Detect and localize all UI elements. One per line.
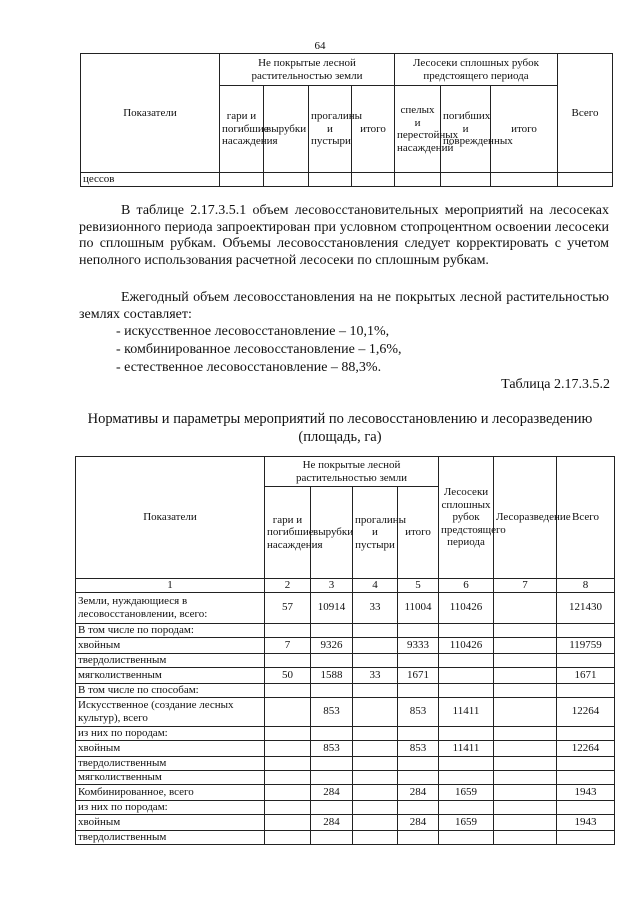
row-label: твердолиственным (76, 756, 265, 770)
cell-value (353, 756, 398, 770)
cell-value: 9333 (398, 637, 439, 653)
cell-value: 284 (398, 814, 439, 830)
cell-value (265, 697, 311, 726)
cell-value (439, 756, 494, 770)
cell-value (265, 623, 311, 637)
row-label: из них по породам: (76, 726, 265, 740)
paragraph-1: В таблице 2.17.3.5.1 объем лесовосстановительных мероприятий на лесосеках ревизионного периода запроектирован при условном стопроцентном освоении лесосеки по сплошным рубкам. Объемы лесовосстановления следует корректировать с учетом неполного использования расчетной лесосеки по сплошным рубкам. (79, 203, 609, 268)
cell-value (311, 653, 353, 667)
t1-header-not-covered: Не покрытые лесной растительностью земли (220, 54, 395, 86)
cell-value: 1671 (557, 667, 615, 683)
cell-value: 7 (265, 637, 311, 653)
t1-subheader: итого (352, 86, 395, 173)
list-item: - комбинированное лесовосстановление – 1,6%, (116, 342, 402, 357)
t2-subheader: гари и погибшие насаждения (265, 487, 311, 579)
cell-value (265, 784, 311, 800)
cell-value (557, 623, 615, 637)
table-caption: Таблица 2.17.3.5.2 (501, 377, 610, 392)
cell-value: 121430 (557, 592, 615, 623)
cell-value: 853 (311, 697, 353, 726)
col-number: 5 (398, 579, 439, 593)
cell-value: 12264 (557, 697, 615, 726)
row-label: хвойным (76, 740, 265, 756)
cell-value (439, 623, 494, 637)
table-row (76, 726, 615, 740)
cell-value: 1943 (557, 784, 615, 800)
row-label: Искусственное (создание лесных культур), всего (76, 697, 265, 726)
t2-column-numbers (76, 579, 615, 593)
t1-row-label: цессов (81, 173, 220, 187)
cell-value (265, 653, 311, 667)
cell-value: 10914 (311, 592, 353, 623)
cell-value: 284 (398, 784, 439, 800)
cell-value (557, 830, 615, 844)
cell-value (265, 800, 311, 814)
row-label: твердолиственным (76, 830, 265, 844)
cell-value: 50 (265, 667, 311, 683)
cell-value (311, 683, 353, 697)
cell-value (353, 784, 398, 800)
cell-value (439, 726, 494, 740)
cell-value (353, 830, 398, 844)
cell-value (494, 740, 557, 756)
row-label: Комбинированное, всего (76, 784, 265, 800)
col-number: 6 (439, 579, 494, 593)
col-number: 3 (311, 579, 353, 593)
row-label: В том числе по породам: (76, 623, 265, 637)
table-row (76, 740, 615, 756)
cell-value: 853 (398, 697, 439, 726)
list-item: - искусственное лесовосстановление – 10,1%, (116, 324, 390, 339)
cell-value: 1659 (439, 784, 494, 800)
cell-value: 110426 (439, 592, 494, 623)
cell-value: 57 (265, 592, 311, 623)
cell-value (557, 726, 615, 740)
t2-header-not-covered: Не покрытые лесной растительностью земли (265, 457, 439, 487)
col-number: 4 (353, 579, 398, 593)
cell-value (494, 784, 557, 800)
cell-value (311, 800, 353, 814)
cell-value: 11411 (439, 697, 494, 726)
table-row (76, 814, 615, 830)
cell-value (494, 592, 557, 623)
cell-value (557, 756, 615, 770)
table-row (76, 637, 615, 653)
cell-value (439, 770, 494, 784)
cell-value: 11411 (439, 740, 494, 756)
cell-value (398, 683, 439, 697)
cell-value (265, 830, 311, 844)
cell-value: 284 (311, 814, 353, 830)
t1-header-felling: Лесосеки сплошных рубок предстоящего периода (395, 54, 558, 86)
cell-value: 9326 (311, 637, 353, 653)
table-row (76, 623, 615, 637)
cell-value (557, 770, 615, 784)
cell-value (265, 770, 311, 784)
cell-value (353, 800, 398, 814)
t1-subheader: вырубки (264, 86, 309, 173)
cell-value (398, 800, 439, 814)
cell-value: 1943 (557, 814, 615, 830)
cell-value (439, 830, 494, 844)
cell-value (353, 740, 398, 756)
row-label: Земли, нуждающиеся в лесовосстановлении, всего: (76, 592, 265, 623)
cell-value (494, 770, 557, 784)
t2-header-felling: Лесосеки сплошных рубок предстоящего периода (439, 457, 494, 579)
cell-value (311, 756, 353, 770)
row-label: твердолиственным (76, 653, 265, 667)
regeneration-table (75, 456, 615, 845)
cell-value (353, 637, 398, 653)
cell-value: 119759 (557, 637, 615, 653)
table-row (76, 592, 615, 623)
cell-value (353, 770, 398, 784)
cell-value (398, 726, 439, 740)
col-number: 7 (494, 579, 557, 593)
cell-value (494, 667, 557, 683)
cell-value: 11004 (398, 592, 439, 623)
cell-value (494, 697, 557, 726)
t2-header-afforestation: Лесоразведение (494, 457, 557, 579)
t2-header-indicators: Показатели (76, 457, 265, 579)
table-title: Нормативы и параметры мероприятий по лесовосстановлению и лесоразведению (87, 411, 593, 427)
t2-subheader: итого (398, 487, 439, 579)
row-label: мягколиственным (76, 770, 265, 784)
table-continuation (80, 53, 613, 187)
row-label: хвойным (76, 637, 265, 653)
cell-value (353, 623, 398, 637)
t1-header-indicators: Показатели (81, 54, 220, 173)
cell-value (494, 623, 557, 637)
cell-value (557, 683, 615, 697)
cell-value: 1659 (439, 814, 494, 830)
col-number: 1 (76, 579, 265, 593)
cell-value (398, 770, 439, 784)
page-number: 64 (314, 40, 326, 52)
t1-subheader: гари и погибшие насаждения (220, 86, 264, 173)
cell-value (439, 667, 494, 683)
cell-value (353, 653, 398, 667)
cell-value (353, 683, 398, 697)
table-row (76, 784, 615, 800)
cell-value: 33 (353, 592, 398, 623)
cell-value (311, 770, 353, 784)
table-row (76, 770, 615, 784)
cell-value (439, 653, 494, 667)
cell-value (265, 740, 311, 756)
table-row (76, 667, 615, 683)
table-row (76, 653, 615, 667)
cell-value (398, 623, 439, 637)
t2-header-total: Всего (557, 457, 615, 579)
t1-subheader: погибших и поврежденных (441, 86, 491, 173)
cell-value (311, 726, 353, 740)
table-row (76, 830, 615, 844)
cell-value (398, 653, 439, 667)
cell-value (265, 814, 311, 830)
t1-subheader: итого (491, 86, 558, 173)
cell-value (557, 800, 615, 814)
cell-value (353, 726, 398, 740)
t1-header-total: Всего (558, 54, 613, 173)
cell-value (439, 800, 494, 814)
cell-value (494, 653, 557, 667)
col-number: 8 (557, 579, 615, 593)
cell-value (494, 800, 557, 814)
paragraph-2: Ежегодный объем лесовосстановления на не покрытых лесной растительностью землях составляет: (79, 290, 609, 322)
cell-value (311, 623, 353, 637)
cell-value (398, 830, 439, 844)
cell-value (265, 726, 311, 740)
cell-value: 12264 (557, 740, 615, 756)
cell-value (311, 830, 353, 844)
row-label: мягколиственным (76, 667, 265, 683)
cell-value (265, 756, 311, 770)
cell-value: 284 (311, 784, 353, 800)
row-label: В том числе по способам: (76, 683, 265, 697)
cell-value: 853 (311, 740, 353, 756)
row-label: хвойным (76, 814, 265, 830)
table-row (76, 800, 615, 814)
col-number: 2 (265, 579, 311, 593)
cell-value: 853 (398, 740, 439, 756)
cell-value (439, 683, 494, 697)
t1-subheader: спелых и перестойных насаждений (395, 86, 441, 173)
cell-value (494, 683, 557, 697)
t2-subheader: прогалины и пустыри (353, 487, 398, 579)
cell-value (353, 697, 398, 726)
table-row (76, 697, 615, 726)
cell-value (494, 637, 557, 653)
row-label: из них по породам: (76, 800, 265, 814)
cell-value (494, 756, 557, 770)
cell-value: 1588 (311, 667, 353, 683)
cell-value (353, 814, 398, 830)
cell-value (557, 653, 615, 667)
list-item: - естественное лесовосстановление – 88,3%. (116, 360, 382, 375)
cell-value (265, 683, 311, 697)
cell-value: 33 (353, 667, 398, 683)
cell-value (398, 756, 439, 770)
t2-subheader: вырубки (311, 487, 353, 579)
cell-value (494, 726, 557, 740)
cell-value (494, 830, 557, 844)
t1-subheader: прогалины и пустыри (309, 86, 352, 173)
table-row (76, 683, 615, 697)
cell-value: 1671 (398, 667, 439, 683)
table-subtitle: (площадь, га) (298, 429, 382, 445)
cell-value: 110426 (439, 637, 494, 653)
table-row (76, 756, 615, 770)
cell-value (494, 814, 557, 830)
